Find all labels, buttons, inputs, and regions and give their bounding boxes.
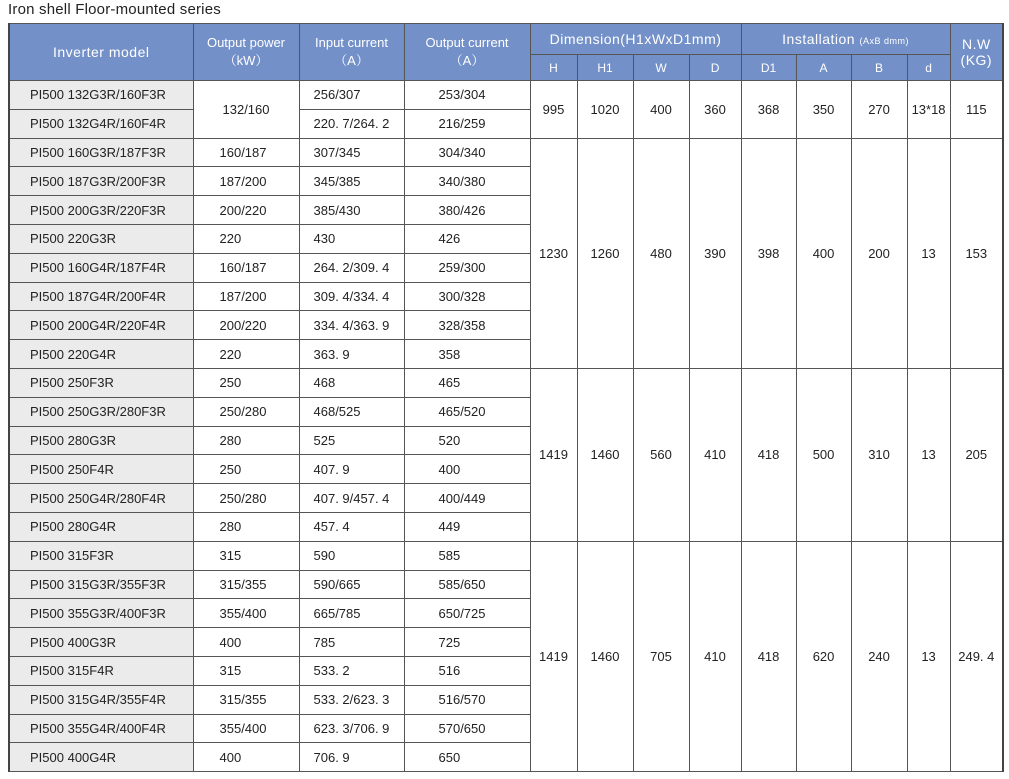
cell-output-power: 355/400 [193, 599, 299, 628]
cell-input-current: 220. 7/264. 2 [299, 109, 404, 138]
header-unit: （A） [334, 53, 369, 68]
cell-output-power: 315 [193, 656, 299, 685]
cell-output-power: 280 [193, 426, 299, 455]
cell-inverter-model: PI500 280G3R [9, 426, 193, 455]
cell-input-current: 363. 9 [299, 340, 404, 369]
cell-inverter-model: PI500 355G3R/400F3R [9, 599, 193, 628]
cell-output-current: 259/300 [404, 253, 530, 282]
table-row [9, 138, 1003, 167]
cell-input-current: 430 [299, 224, 404, 253]
cell-output-power: 220 [193, 340, 299, 369]
header-output-power [193, 24, 299, 81]
cell-output-current: 650 [404, 743, 530, 772]
cell-hole-d: 13 [907, 368, 950, 541]
cell-h: 1419 [530, 541, 577, 771]
cell-input-current: 706. 9 [299, 743, 404, 772]
header-unit: （A） [449, 53, 485, 68]
cell-d1: 368 [741, 81, 796, 139]
cell-inverter-model: PI500 315F3R [9, 541, 193, 570]
cell-w: 560 [633, 368, 689, 541]
cell-inverter-model: PI500 220G3R [9, 224, 193, 253]
cell-inverter-model: PI500 250F4R [9, 455, 193, 484]
cell-output-current: 400/449 [404, 484, 530, 513]
cell-b: 200 [851, 138, 907, 368]
cell-output-current: 300/328 [404, 282, 530, 311]
header-label: N.W [961, 36, 991, 52]
cell-output-current: 650/725 [404, 599, 530, 628]
cell-a: 400 [796, 138, 851, 368]
table-row [9, 368, 1003, 397]
cell-input-current: 334. 4/363. 9 [299, 311, 404, 340]
cell-input-current: 407. 9 [299, 455, 404, 484]
cell-h1: 1460 [577, 368, 633, 541]
cell-output-current: 328/358 [404, 311, 530, 340]
cell-hole-d: 13 [907, 541, 950, 771]
cell-output-current: 465 [404, 368, 530, 397]
header-sub-w: W [633, 55, 689, 81]
cell-output-power: 132/160 [193, 81, 299, 139]
cell-output-current: 358 [404, 340, 530, 369]
cell-output-power: 250/280 [193, 484, 299, 513]
table-row [9, 541, 1003, 570]
cell-output-current: 449 [404, 512, 530, 541]
cell-output-current: 400 [404, 455, 530, 484]
header-label: Output power [206, 35, 286, 50]
cell-inverter-model: PI500 250G4R/280F4R [9, 484, 193, 513]
cell-input-current: 345/385 [299, 167, 404, 196]
cell-output-current: 304/340 [404, 138, 530, 167]
cell-output-power: 250 [193, 368, 299, 397]
cell-inverter-model: PI500 400G3R [9, 628, 193, 657]
header-output-current [404, 24, 530, 81]
cell-b: 310 [851, 368, 907, 541]
cell-output-current: 380/426 [404, 196, 530, 225]
cell-hole-d: 13 [907, 138, 950, 368]
cell-d: 390 [689, 138, 741, 368]
cell-inverter-model: PI500 400G4R [9, 743, 193, 772]
cell-output-current: 516 [404, 656, 530, 685]
cell-a: 500 [796, 368, 851, 541]
header-sub-h: H [530, 55, 577, 81]
cell-b: 240 [851, 541, 907, 771]
cell-h1: 1460 [577, 541, 633, 771]
cell-output-current: 520 [404, 426, 530, 455]
cell-input-current: 264. 2/309. 4 [299, 253, 404, 282]
header-sub-a: A [796, 55, 851, 81]
cell-input-current: 623. 3/706. 9 [299, 714, 404, 743]
cell-d: 410 [689, 541, 741, 771]
cell-input-current: 457. 4 [299, 512, 404, 541]
cell-d: 360 [689, 81, 741, 139]
specs-table [8, 23, 1004, 772]
cell-inverter-model: PI500 187G4R/200F4R [9, 282, 193, 311]
cell-inverter-model: PI500 132G4R/160F4R [9, 109, 193, 138]
cell-inverter-model: PI500 315G3R/355F3R [9, 570, 193, 599]
cell-output-power: 200/220 [193, 196, 299, 225]
header-sub-b: B [851, 55, 907, 81]
cell-output-power: 280 [193, 512, 299, 541]
cell-output-power: 187/200 [193, 282, 299, 311]
cell-h: 1230 [530, 138, 577, 368]
cell-output-power: 250/280 [193, 397, 299, 426]
cell-output-current: 585/650 [404, 570, 530, 599]
cell-inverter-model: PI500 132G3R/160F3R [9, 81, 193, 110]
cell-input-current: 665/785 [299, 599, 404, 628]
cell-output-current: 465/520 [404, 397, 530, 426]
cell-output-current: 570/650 [404, 714, 530, 743]
cell-input-current: 407. 9/457. 4 [299, 484, 404, 513]
cell-input-current: 785 [299, 628, 404, 657]
cell-input-current: 468 [299, 368, 404, 397]
cell-net-weight: 115 [950, 81, 1003, 139]
cell-h1: 1260 [577, 138, 633, 368]
cell-h: 995 [530, 81, 577, 139]
cell-w: 705 [633, 541, 689, 771]
cell-output-power: 187/200 [193, 167, 299, 196]
cell-output-power: 400 [193, 743, 299, 772]
cell-inverter-model: PI500 315G4R/355F4R [9, 685, 193, 714]
cell-h1: 1020 [577, 81, 633, 139]
header-net-weight [950, 24, 1003, 81]
cell-inverter-model: PI500 280G4R [9, 512, 193, 541]
cell-a: 620 [796, 541, 851, 771]
cell-input-current: 468/525 [299, 397, 404, 426]
header-installation [741, 24, 950, 55]
cell-w: 480 [633, 138, 689, 368]
cell-output-current: 516/570 [404, 685, 530, 714]
cell-a: 350 [796, 81, 851, 139]
table-row [9, 81, 1003, 110]
cell-input-current: 309. 4/334. 4 [299, 282, 404, 311]
cell-net-weight: 153 [950, 138, 1003, 368]
cell-input-current: 385/430 [299, 196, 404, 225]
cell-output-power: 160/187 [193, 253, 299, 282]
cell-output-power: 250 [193, 455, 299, 484]
cell-net-weight: 205 [950, 368, 1003, 541]
header-sub-d1: D1 [741, 55, 796, 81]
cell-output-power: 400 [193, 628, 299, 657]
cell-input-current: 590/665 [299, 570, 404, 599]
header-dimension: Dimension(H1xWxD1mm) [530, 24, 741, 55]
cell-inverter-model: PI500 220G4R [9, 340, 193, 369]
header-sub-h1: H1 [577, 55, 633, 81]
cell-inverter-model: PI500 160G3R/187F3R [9, 138, 193, 167]
cell-inverter-model: PI500 187G3R/200F3R [9, 167, 193, 196]
cell-d: 410 [689, 368, 741, 541]
header-unit: (AxB dmm) [859, 36, 909, 46]
cell-output-power: 200/220 [193, 311, 299, 340]
cell-b: 270 [851, 81, 907, 139]
cell-output-power: 315/355 [193, 685, 299, 714]
cell-input-current: 533. 2/623. 3 [299, 685, 404, 714]
cell-output-current: 585 [404, 541, 530, 570]
cell-output-power: 160/187 [193, 138, 299, 167]
cell-output-power: 220 [193, 224, 299, 253]
page-title: Iron shell Floor-mounted series [8, 1, 221, 18]
cell-input-current: 307/345 [299, 138, 404, 167]
cell-inverter-model: PI500 250G3R/280F3R [9, 397, 193, 426]
header-unit: （kW） [223, 53, 269, 68]
cell-d1: 398 [741, 138, 796, 368]
header-input-current [299, 24, 404, 81]
cell-input-current: 525 [299, 426, 404, 455]
cell-output-current: 725 [404, 628, 530, 657]
cell-d1: 418 [741, 541, 796, 771]
cell-output-current: 253/304 [404, 81, 530, 110]
cell-h: 1419 [530, 368, 577, 541]
cell-output-power: 315/355 [193, 570, 299, 599]
cell-d1: 418 [741, 368, 796, 541]
cell-output-current: 340/380 [404, 167, 530, 196]
cell-inverter-model: PI500 250F3R [9, 368, 193, 397]
cell-input-current: 256/307 [299, 81, 404, 110]
cell-inverter-model: PI500 160G4R/187F4R [9, 253, 193, 282]
cell-input-current: 590 [299, 541, 404, 570]
cell-inverter-model: PI500 315F4R [9, 656, 193, 685]
cell-inverter-model: PI500 200G3R/220F3R [9, 196, 193, 225]
header-label: Input current [315, 35, 388, 50]
cell-inverter-model: PI500 200G4R/220F4R [9, 311, 193, 340]
header-unit: (KG) [960, 52, 993, 68]
header-sub-d: d [907, 55, 950, 81]
cell-inverter-model: PI500 355G4R/400F4R [9, 714, 193, 743]
cell-hole-d: 13*18 [907, 81, 950, 139]
cell-output-current: 216/259 [404, 109, 530, 138]
cell-output-power: 355/400 [193, 714, 299, 743]
cell-output-current: 426 [404, 224, 530, 253]
header-inverter-model: Inverter model [9, 24, 193, 81]
cell-output-power: 315 [193, 541, 299, 570]
cell-w: 400 [633, 81, 689, 139]
header-sub-d: D [689, 55, 741, 81]
cell-input-current: 533. 2 [299, 656, 404, 685]
cell-net-weight: 249. 4 [950, 541, 1003, 771]
header-label: Installation [782, 31, 856, 47]
header-label: Output current [425, 35, 509, 50]
